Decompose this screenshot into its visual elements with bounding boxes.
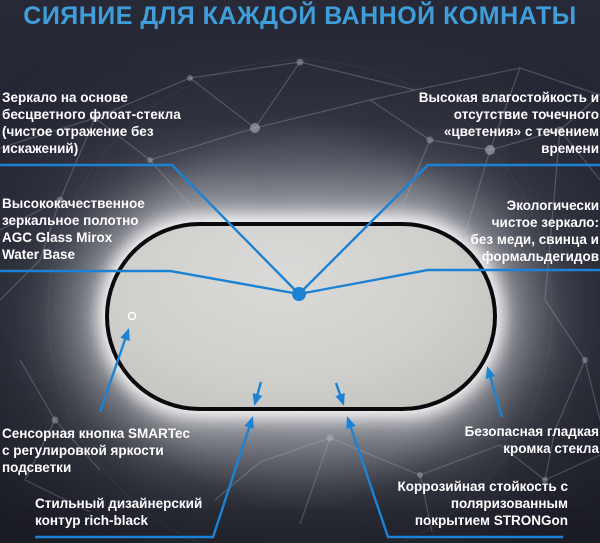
callout-eco	[471, 197, 599, 265]
callout-text-line: Сенсорная кнопка SMARTec	[2, 426, 191, 441]
callout-text-line: подсветки	[2, 460, 72, 475]
page-title: СИЯНИЕ ДЛЯ КАЖДОЙ ВАННОЙ КОМНАТЫ	[23, 2, 577, 30]
callout-text-line: контур rich-black	[35, 513, 149, 528]
callout-text-line: (чистое отражение без	[2, 124, 154, 139]
arrow-contour-top-right	[336, 383, 343, 403]
callout-text-line: Безопасная гладкая	[464, 424, 599, 439]
arrow-contour-top-left	[255, 382, 261, 403]
arrow-smartec	[100, 331, 128, 412]
line-eco	[299, 270, 600, 294]
callout-agc-glass	[2, 195, 145, 263]
center-dot	[292, 287, 306, 301]
callout-smartec	[2, 425, 190, 476]
callout-text-line: Water Base	[2, 247, 76, 262]
callout-text-line: отсутствие точечного	[453, 107, 599, 122]
callout-safe-edge	[465, 423, 599, 457]
callout-text-line: покрытием STRONGon	[414, 513, 568, 528]
callout-text-line: Зеркало на основе	[2, 90, 128, 105]
callout-moisture	[419, 89, 599, 157]
callout-text-line: кромка стекла	[503, 441, 599, 456]
callout-text-line: бесцветного флоат-стекла	[2, 107, 181, 122]
line-agc	[0, 271, 299, 294]
callout-text-line: времени	[541, 141, 599, 156]
callout-strongon	[398, 478, 568, 529]
callout-text-line: без меди, свинца и	[470, 232, 599, 247]
callout-text-line: формальдегидов	[481, 249, 599, 264]
callout-text-line: поляризованным	[450, 496, 568, 511]
arrow-safe-edge	[488, 369, 502, 417]
callout-text-line: зеркальное полотно	[2, 213, 139, 228]
callout-text-line: AGC Glass Mirox	[2, 230, 113, 245]
callout-text-line: Высококачественное	[2, 196, 145, 211]
callout-rich-black	[35, 495, 202, 529]
callout-text-line: Стильный дизайнерский	[35, 496, 203, 511]
callout-text-line: искажений)	[2, 141, 79, 156]
callout-text-line: «цветения» с течением	[443, 124, 599, 139]
callout-text-line: Коррозийная стойкость с	[397, 479, 568, 494]
callout-float-glass	[2, 89, 181, 157]
callout-text-line: чистое зеркало:	[491, 215, 599, 230]
sensor-ring	[129, 313, 136, 320]
callout-text-line: Высокая влагостойкость и	[418, 90, 599, 105]
callout-text-line: Экологически	[506, 198, 599, 213]
callout-text-line: с регулировкой яркости	[2, 443, 164, 458]
